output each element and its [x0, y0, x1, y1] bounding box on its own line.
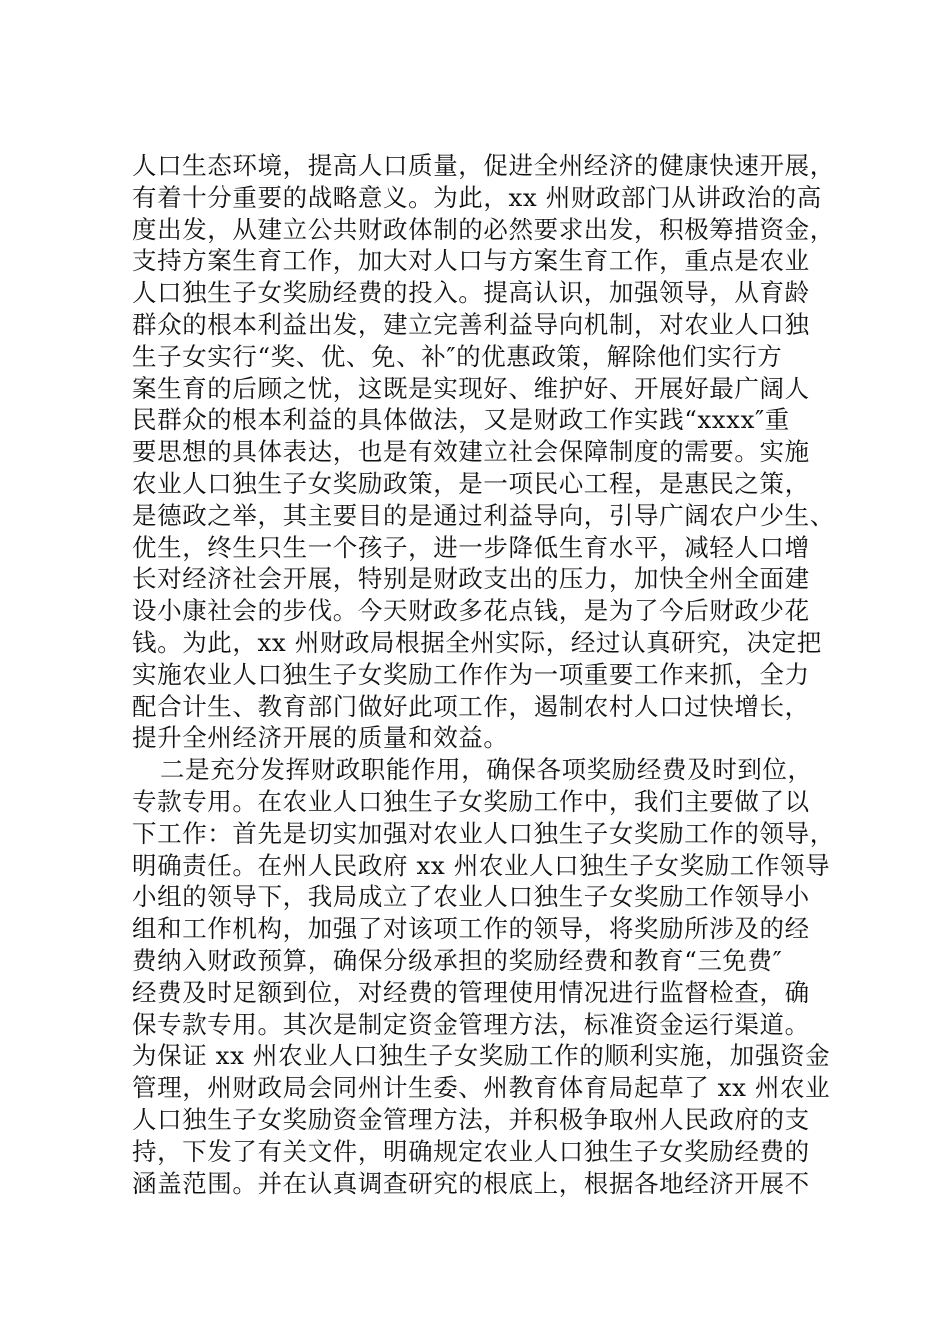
text-line: 人口独生子女奖励资金管理方法，并积极争取州人民政府的支 — [132, 1104, 810, 1134]
text-line: 生子女实行“奖、优、免、补″的优惠政策，解除他们实行方 — [132, 341, 783, 371]
text-line: 下工作：首先是切实加强对农业人口独生子女奖励工作的领导， — [132, 818, 835, 848]
text-line: 有着十分重要的战略意义。为此，xx 州财政部门从讲政治的高 — [132, 182, 822, 212]
text-line: 钱。为此，xx 州财政局根据全州实际，经过认真研究，决定把 — [132, 627, 822, 657]
text-line: 度出发，从建立公共财政体制的必然要求出发，积极筹措资金， — [132, 214, 835, 244]
text-line: 专款专用。在农业人口独生子女奖励工作中，我们主要做了以 — [132, 786, 810, 816]
text-line: 人口独生子女奖励经费的投入。提高认识，加强领导，从育龄 — [132, 278, 810, 308]
paragraph-start-line: 二是充分发挥财政职能作用，确保各项奖励经费及时到位， — [160, 755, 813, 785]
text-line: 群众的根本利益出发，建立完善利益导向机制，对农业人口独 — [132, 309, 810, 339]
text-line: 是德政之举，其主要目的是通过利益导向，引导广阔农户少生、 — [132, 500, 835, 530]
text-line: 经费及时足额到位，对经费的管理使用情况进行监督检查，确 — [132, 977, 810, 1007]
text-line: 设小康社会的步伐。今天财政多花点钱，是为了今后财政少花 — [132, 596, 810, 626]
body-text — [132, 150, 835, 1199]
text-line: 管理，州财政局会同州计生委、州教育体育局起草了 xx 州农业 — [132, 1073, 831, 1103]
text-line: 组和工作机构，加强了对该项工作的领导，将奖励所涉及的经 — [132, 914, 810, 944]
text-line: 涵盖范围。并在认真调查研究的根底上，根据各地经济开展不 — [132, 1168, 810, 1198]
text-line: 保专款专用。其次是制定资金管理方法，标准资金运行渠道。 — [132, 1009, 810, 1039]
text-line: 人口生态环境，提高人口质量，促进全州经济的健康快速开展， — [132, 151, 835, 180]
text-line: 小组的领导下，我局成立了农业人口独生子女奖励工作领导小 — [132, 882, 810, 912]
text-line: 长对经济社会开展，特别是财政支出的压力，加快全州全面建 — [132, 564, 810, 594]
text-line: 实施农业人口独生子女奖励工作作为一项重要工作来抓，全力 — [132, 659, 810, 689]
text-line: 支持方案生育工作，加大对人口与方案生育工作，重点是农业 — [132, 246, 810, 276]
text-line: 民群众的根本利益的具体做法，又是财政工作实践“xxxx″重 — [132, 405, 790, 435]
text-line: 要思想的具体表达，也是有效建立社会保障制度的需要。实施 — [132, 437, 810, 467]
text-line: 提升全州经济开展的质量和效益。 — [132, 723, 509, 753]
text-line: 持，下发了有关文件，明确规定农业人口独生子女奖励经费的 — [132, 1136, 810, 1166]
text-line: 明确责任。在州人民政府 xx 州农业人口独生子女奖励工作领导 — [132, 850, 831, 880]
text-line: 优生，终生只生一个孩子，进一步降低生育水平，减轻人口增 — [132, 532, 810, 562]
text-line: 为保证 xx 州农业人口独生子女奖励工作的顺利实施，加强资金 — [132, 1041, 831, 1071]
text-line: 案生育的后顾之忧，这既是实现好、维护好、开展好最广阔人 — [132, 373, 810, 403]
text-line: 农业人口独生子女奖励政策，是一项民心工程，是惠民之策， — [132, 468, 810, 498]
text-line: 费纳入财政预算，确保分级承担的奖励经费和教育“三免费″ — [132, 945, 783, 975]
text-line: 配合计生、教育部门做好此项工作，遏制农村人口过快增长， — [132, 691, 810, 721]
